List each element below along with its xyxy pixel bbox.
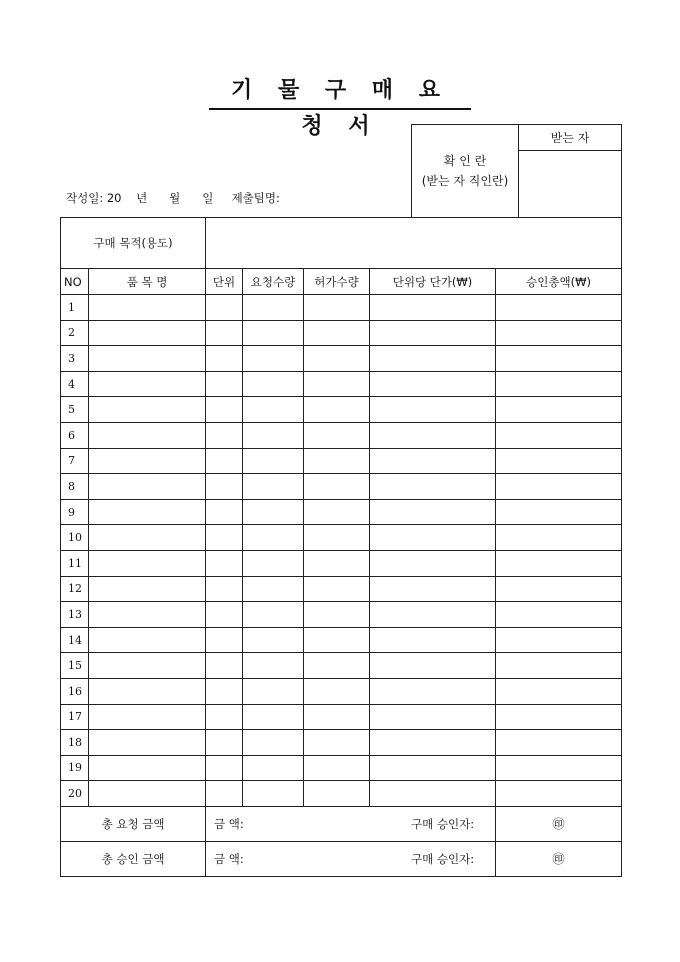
row-number: 20	[61, 781, 89, 807]
total-approved-amount[interactable]	[206, 841, 496, 876]
unit-cell[interactable]	[206, 730, 243, 756]
approved-qty-cell[interactable]	[304, 602, 370, 628]
approved-total-cell[interactable]	[496, 678, 622, 704]
total-requested-row	[61, 806, 622, 841]
unit-cell[interactable]	[206, 320, 243, 346]
confirm-cell	[412, 125, 519, 218]
total-approved-label: 총 승인 금액	[61, 841, 206, 876]
approved-total-cell[interactable]	[496, 499, 622, 525]
approved-total-cell[interactable]	[496, 755, 622, 781]
receiver-seal-area[interactable]	[519, 151, 622, 218]
approved-total-cell[interactable]	[496, 397, 622, 423]
approved-total-cell[interactable]	[496, 602, 622, 628]
approved-qty-cell[interactable]	[304, 397, 370, 423]
approved-qty-cell[interactable]	[304, 320, 370, 346]
item-name-cell[interactable]	[89, 397, 206, 423]
row-number: 14	[61, 627, 89, 653]
unit-price-cell[interactable]	[370, 320, 496, 346]
item-row	[61, 781, 622, 807]
unit-price-cell[interactable]	[370, 704, 496, 730]
item-name-cell[interactable]	[89, 422, 206, 448]
approved-total-cell[interactable]	[496, 474, 622, 500]
request-table	[60, 217, 622, 877]
requested-qty-cell[interactable]	[243, 448, 304, 474]
unit-price-cell[interactable]	[370, 781, 496, 807]
unit-price-cell[interactable]	[370, 525, 496, 551]
item-row	[61, 627, 622, 653]
item-name-cell[interactable]	[89, 730, 206, 756]
unit-price-cell[interactable]	[370, 346, 496, 372]
confirm-sublabel: (받는 자 직인란)	[421, 174, 509, 188]
header-row	[61, 269, 622, 295]
approved-total-cell[interactable]	[496, 653, 622, 679]
header-approved-total: 승인총액(₩)	[496, 269, 622, 295]
document-title: 기 물 구 매 요 청 서	[231, 77, 449, 139]
item-name-cell[interactable]	[89, 371, 206, 397]
approved-qty-cell[interactable]	[304, 550, 370, 576]
row-number: 9	[61, 499, 89, 525]
item-row	[61, 397, 622, 423]
requested-qty-cell[interactable]	[243, 422, 304, 448]
item-row	[61, 678, 622, 704]
unit-cell[interactable]	[206, 704, 243, 730]
requested-qty-cell[interactable]	[243, 576, 304, 602]
item-name-cell[interactable]	[89, 653, 206, 679]
amount-label: 금 액:	[214, 851, 244, 866]
unit-cell[interactable]	[206, 295, 243, 321]
unit-price-cell[interactable]	[370, 730, 496, 756]
approved-qty-cell[interactable]	[304, 499, 370, 525]
approved-qty-cell[interactable]	[304, 295, 370, 321]
item-row	[61, 576, 622, 602]
item-row	[61, 704, 622, 730]
approved-qty-cell[interactable]	[304, 422, 370, 448]
approved-total-cell[interactable]	[496, 730, 622, 756]
unit-cell[interactable]	[206, 499, 243, 525]
item-name-cell[interactable]	[89, 602, 206, 628]
purpose-label: 구매 목적(용도)	[61, 218, 206, 269]
unit-cell[interactable]	[206, 602, 243, 628]
item-name-cell[interactable]	[89, 525, 206, 551]
meta-line: 작성일: 20 년 월 일 제출팀명:	[66, 191, 280, 205]
item-row	[61, 320, 622, 346]
approved-total-cell[interactable]	[496, 295, 622, 321]
item-name-cell[interactable]	[89, 781, 206, 807]
total-requested-label: 총 요청 금액	[61, 806, 206, 841]
row-number: 13	[61, 602, 89, 628]
requested-qty-cell[interactable]	[243, 678, 304, 704]
approved-qty-cell[interactable]	[304, 730, 370, 756]
unit-price-cell[interactable]	[370, 602, 496, 628]
requested-qty-cell[interactable]	[243, 653, 304, 679]
approved-qty-cell[interactable]	[304, 678, 370, 704]
unit-price-cell[interactable]	[370, 422, 496, 448]
purpose-row	[61, 218, 622, 269]
approved-qty-cell[interactable]	[304, 525, 370, 551]
row-number: 5	[61, 397, 89, 423]
unit-cell[interactable]	[206, 346, 243, 372]
unit-cell[interactable]	[206, 653, 243, 679]
header-no: NO	[61, 269, 89, 295]
unit-cell[interactable]	[206, 576, 243, 602]
amount-label: 금 액:	[214, 816, 244, 831]
item-row	[61, 346, 622, 372]
requested-qty-cell[interactable]	[243, 627, 304, 653]
row-number: 16	[61, 678, 89, 704]
item-name-cell[interactable]	[89, 576, 206, 602]
item-row	[61, 295, 622, 321]
row-number: 12	[61, 576, 89, 602]
approval-box	[411, 124, 622, 218]
unit-price-cell[interactable]	[370, 653, 496, 679]
item-row	[61, 550, 622, 576]
requested-qty-cell[interactable]	[243, 499, 304, 525]
requested-qty-cell[interactable]	[243, 550, 304, 576]
unit-cell[interactable]	[206, 474, 243, 500]
total-approved-row	[61, 841, 622, 876]
unit-price-cell[interactable]	[370, 550, 496, 576]
approved-total-cell[interactable]	[496, 448, 622, 474]
unit-price-cell[interactable]	[370, 755, 496, 781]
approved-total-cell[interactable]	[496, 346, 622, 372]
item-row	[61, 499, 622, 525]
approver-seal[interactable]: ㊞	[496, 806, 622, 841]
item-name-cell[interactable]	[89, 320, 206, 346]
row-number: 8	[61, 474, 89, 500]
item-name-cell[interactable]	[89, 627, 206, 653]
unit-price-cell[interactable]	[370, 627, 496, 653]
requested-qty-cell[interactable]	[243, 371, 304, 397]
total-requested-amount[interactable]	[206, 806, 496, 841]
approver-label: 구매 승인자:	[411, 816, 475, 831]
approved-total-cell[interactable]	[496, 576, 622, 602]
unit-cell[interactable]	[206, 525, 243, 551]
row-number: 10	[61, 525, 89, 551]
requested-qty-cell[interactable]	[243, 295, 304, 321]
approved-total-cell[interactable]	[496, 550, 622, 576]
item-name-cell[interactable]	[89, 474, 206, 500]
requested-qty-cell[interactable]	[243, 474, 304, 500]
unit-price-cell[interactable]	[370, 576, 496, 602]
item-name-cell[interactable]	[89, 704, 206, 730]
approved-qty-cell[interactable]	[304, 627, 370, 653]
approved-total-cell[interactable]	[496, 781, 622, 807]
approved-total-cell[interactable]	[496, 371, 622, 397]
item-name-cell[interactable]	[89, 295, 206, 321]
unit-price-cell[interactable]	[370, 474, 496, 500]
item-name-cell[interactable]	[89, 550, 206, 576]
item-row	[61, 371, 622, 397]
unit-cell[interactable]	[206, 422, 243, 448]
title-underline	[209, 108, 471, 110]
approved-qty-cell[interactable]	[304, 371, 370, 397]
item-name-cell[interactable]	[89, 346, 206, 372]
requested-qty-cell[interactable]	[243, 320, 304, 346]
row-number: 19	[61, 755, 89, 781]
approved-qty-cell[interactable]	[304, 448, 370, 474]
header-requested-qty: 요청수량	[243, 269, 304, 295]
receiver-label: 받는 자	[519, 125, 622, 151]
requested-qty-cell[interactable]	[243, 602, 304, 628]
approved-total-cell[interactable]	[496, 525, 622, 551]
requested-qty-cell[interactable]	[243, 704, 304, 730]
item-row	[61, 730, 622, 756]
confirm-label: 확 인 란	[443, 154, 487, 168]
purpose-input[interactable]	[206, 218, 622, 269]
approved-qty-cell[interactable]	[304, 576, 370, 602]
approved-qty-cell[interactable]	[304, 781, 370, 807]
item-row	[61, 602, 622, 628]
approved-qty-cell[interactable]	[304, 704, 370, 730]
unit-cell[interactable]	[206, 448, 243, 474]
unit-price-cell[interactable]	[370, 678, 496, 704]
approved-total-cell[interactable]	[496, 704, 622, 730]
header-item-name: 품 목 명	[89, 269, 206, 295]
approved-qty-cell[interactable]	[304, 346, 370, 372]
item-name-cell[interactable]	[89, 755, 206, 781]
item-row	[61, 755, 622, 781]
unit-cell[interactable]	[206, 550, 243, 576]
item-name-cell[interactable]	[89, 448, 206, 474]
requested-qty-cell[interactable]	[243, 755, 304, 781]
unit-price-cell[interactable]	[370, 295, 496, 321]
row-number: 17	[61, 704, 89, 730]
unit-cell[interactable]	[206, 627, 243, 653]
row-number: 1	[61, 295, 89, 321]
row-number: 4	[61, 371, 89, 397]
approved-total-cell[interactable]	[496, 422, 622, 448]
requested-qty-cell[interactable]	[243, 346, 304, 372]
item-row	[61, 653, 622, 679]
approved-total-cell[interactable]	[496, 320, 622, 346]
approved-qty-cell[interactable]	[304, 755, 370, 781]
unit-cell[interactable]	[206, 371, 243, 397]
approved-qty-cell[interactable]	[304, 653, 370, 679]
requested-qty-cell[interactable]	[243, 525, 304, 551]
unit-cell[interactable]	[206, 397, 243, 423]
row-number: 7	[61, 448, 89, 474]
row-number: 3	[61, 346, 89, 372]
requested-qty-cell[interactable]	[243, 730, 304, 756]
unit-cell[interactable]	[206, 755, 243, 781]
unit-cell[interactable]	[206, 678, 243, 704]
approver-label: 구매 승인자:	[411, 851, 475, 866]
unit-price-cell[interactable]	[370, 499, 496, 525]
header-unit-price: 단위당 단가(₩)	[370, 269, 496, 295]
unit-price-cell[interactable]	[370, 448, 496, 474]
requested-qty-cell[interactable]	[243, 781, 304, 807]
row-number: 6	[61, 422, 89, 448]
unit-cell[interactable]	[206, 781, 243, 807]
item-name-cell[interactable]	[89, 678, 206, 704]
row-number: 11	[61, 550, 89, 576]
approved-qty-cell[interactable]	[304, 474, 370, 500]
row-number: 15	[61, 653, 89, 679]
approved-total-cell[interactable]	[496, 627, 622, 653]
unit-price-cell[interactable]	[370, 397, 496, 423]
header-unit: 단위	[206, 269, 243, 295]
header-approved-qty: 허가수량	[304, 269, 370, 295]
requested-qty-cell[interactable]	[243, 397, 304, 423]
item-name-cell[interactable]	[89, 499, 206, 525]
item-row	[61, 422, 622, 448]
approver-seal[interactable]: ㊞	[496, 841, 622, 876]
unit-price-cell[interactable]	[370, 371, 496, 397]
item-row	[61, 448, 622, 474]
row-number: 18	[61, 730, 89, 756]
item-row	[61, 474, 622, 500]
row-number: 2	[61, 320, 89, 346]
item-row	[61, 525, 622, 551]
